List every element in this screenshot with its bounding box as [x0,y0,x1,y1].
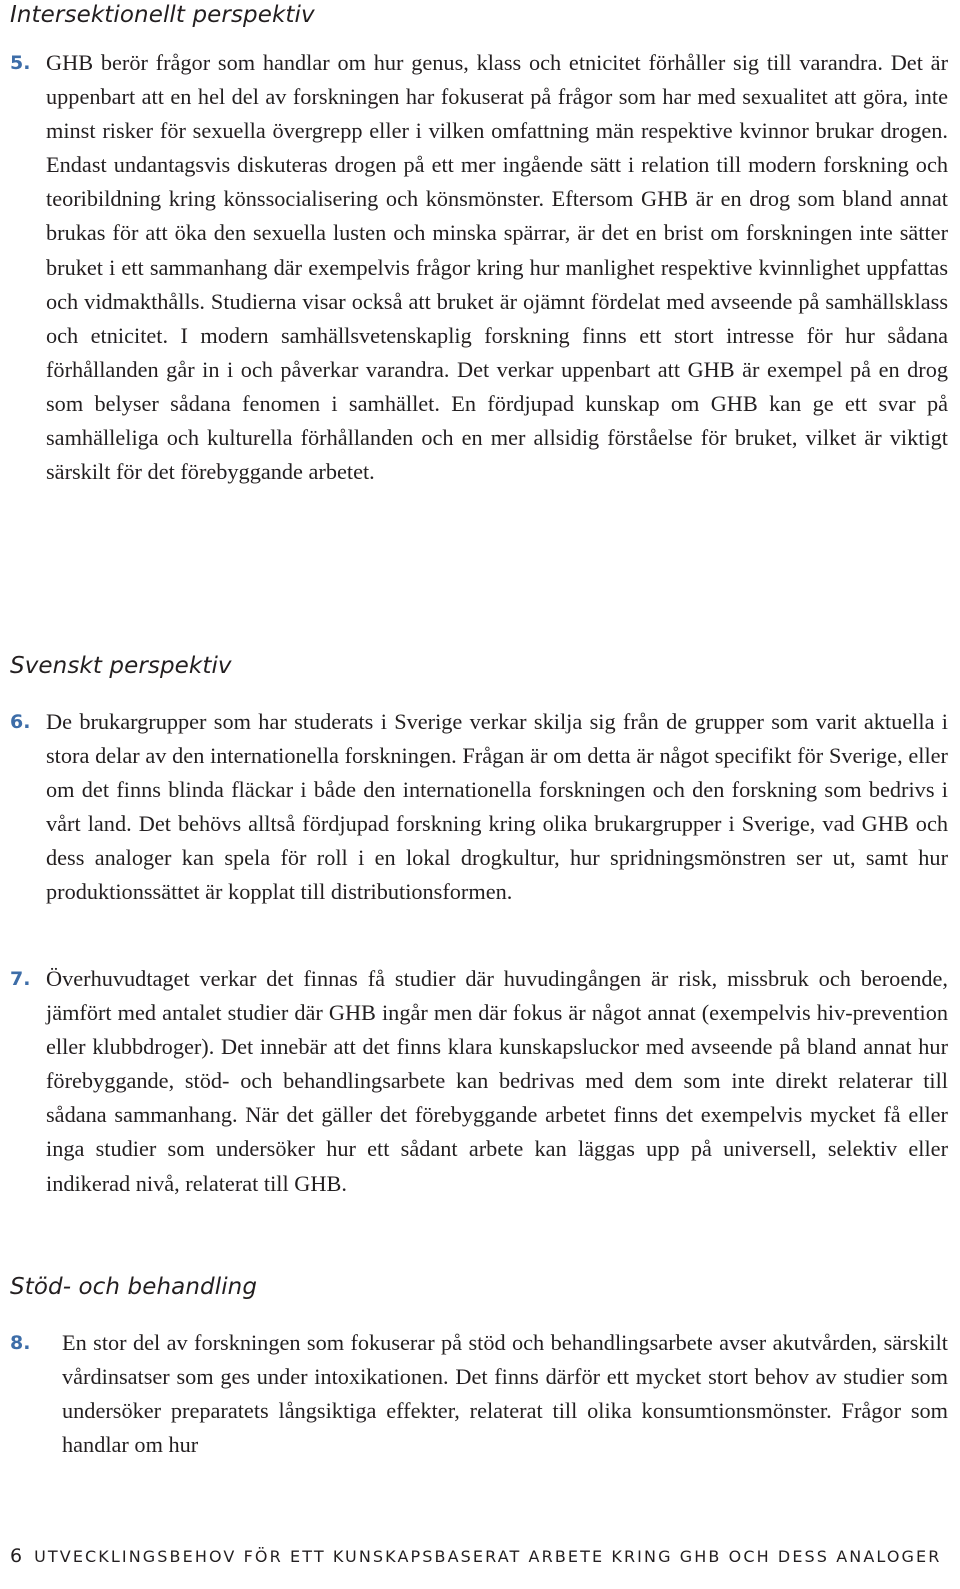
paragraph-number: 7. [10,968,31,990]
paragraph-number: 8. [10,1332,31,1354]
numbered-paragraph-7 [10,962,948,1201]
page-number: 6 [10,1545,23,1567]
section-heading-intersectional: Intersektionellt perspektiv [10,2,315,28]
running-title: UTVECKLINGSBEHOV FÖR ETT KUNSKAPSBASERAT ARBETE KRING GHB OCH DESS ANALOGER [34,1547,942,1566]
paragraph-text: Överhuvudtaget verkar det finnas få studier där huvudingången är risk, missbruk och beroende, jämfört med antalet studier där GHB ingår men där fokus är något annat (exempelvis hiv-prevention eller klubbdroger). Det innebär att det finns klara kunskapsluckor med avseende på bland annat hur förebyggande, stöd- och behandlingsarbete kan bedrivas med dem som inte direkt relaterar till sådana sammanhang. När det gäller det förebyggande arbetet finns det exempelvis mycket få eller inga studier som undersöker hur ett sådant arbete kan läggas upp på universell, selektiv eller indikerad nivå, relaterat till GHB. [46,966,948,1196]
paragraph-text: De brukargrupper som har studerats i Sverige verkar skilja sig från de grupper som varit aktuella i stora delar av den internationella forskningen. Frågan är om detta är något specifikt för Sverige, eller om det finns blinda fläckar i både den internationella forskningen och den forskning som bedrivs i vårt land. Det behövs alltså fördjupad forskning kring olika brukargrupper i Sverige, vad GHB och dess analoger kan spela för roll i en lokal drogkultur, hur spridningsmönstren ser ut, samt hur produktionssättet är kopplat till distributionsformen. [46,709,948,905]
section-heading-support-treatment: Stöd- och behandling [10,1274,258,1300]
paragraph-text: GHB berör frågor som handlar om hur genus, klass och etnicitet förhåller sig till varandra. Det är uppenbart att en hel del av forskningen har fokuserat på frågor som har med sexualitet att göra, inte minst risker för sexuella övergrepp eller i vilken omfattning män respektive kvinnor brukar drogen. Endast undantagsvis diskuteras drogen på ett mer ingående sätt i relation till modern forskning och teoribildning kring könssocialisering och könsmönster. Eftersom GHB är en drog som bland annat brukas för att öka den sexuella lusten och minska spärrar, är det en brist om forskningen inte sätter bruket i ett sammanhang där exempelvis frågor kring hur manlighet respektive kvinnlighet uppfattas och vidmakthålls. Studierna visar också att bruket är ojämnt fördelat med avseende på samhällsklass och etnicitet. I modern samhällsvetenskaplig forskning finns ett stort intresse för hur sådana förhållanden går in i och påverkar varandra. Det verkar uppenbart att GHB är exempel på en drog som belyser sådana fenomen i samhället. En fördjupad kunskap om GHB kan ge ett svar på samhälleliga och kulturella förhållanden och en mer allsidig förståelse för bruket, vilket är viktigt särskilt för det förebyggande arbetet. [46,50,948,485]
numbered-paragraph-6 [10,705,948,910]
numbered-paragraph-8 [10,1326,948,1462]
paragraph-text: En stor del av forskningen som fokuserar på stöd och behandlingsarbete avser akutvården, särskilt vårdinsatser som ges under intoxikationen. Det finns därför ett mycket stort behov av studier som undersöker preparatets långsiktiga effekter, relaterat till olika konsumtionsmönster. Frågor som handlar om hur [62,1330,948,1458]
paragraph-number: 6. [10,711,31,733]
numbered-paragraph-5 [10,46,948,489]
paragraph-number: 5. [10,52,31,74]
section-heading-swedish: Svenskt perspektiv [10,653,232,679]
page-footer [10,1545,950,1567]
